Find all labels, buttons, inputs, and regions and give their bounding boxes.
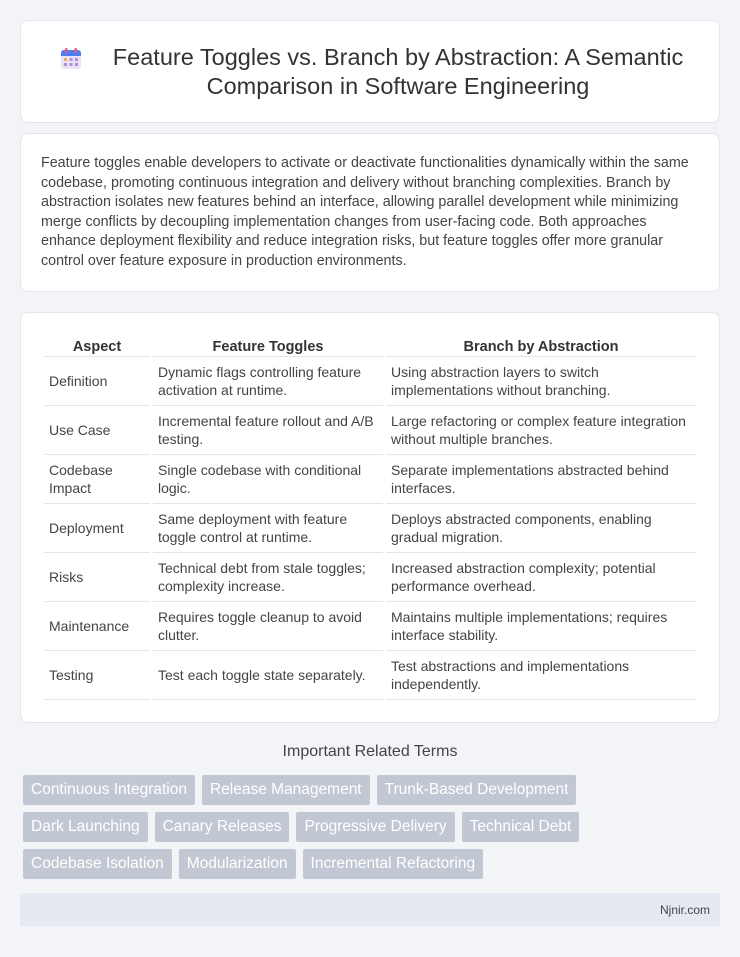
intro-card [20,133,720,292]
feature-toggles-cell: Single codebase with conditional logic. [153,455,383,504]
aspect-cell: Use Case [44,406,150,455]
aspect-cell: Risks [44,553,150,602]
feature-toggles-cell: Test each toggle state separately. [153,651,383,700]
branch-by-abstraction-cell: Separate implementations abstracted behind interfaces. [386,455,696,504]
feature-toggles-cell: Same deployment with feature toggle control at runtime. [153,504,383,553]
branch-by-abstraction-cell: Using abstraction layers to switch implementations without branching. [386,357,696,406]
tag-trunk-based-development[interactable]: Trunk-Based Development [377,775,577,805]
intro-paragraph: Feature toggles enable developers to activate or deactivate functionalities dynamically within the same codebase, promoting continuous integration and delivery without branching complexities. Branch by abstraction isolates new features behind an interface, allowing parallel development while minimizing merge conflicts by decoupling implementation changes from user-facing code. Both approaches enhance deployment flexibility and reduce integration risks, but feature toggles offer more granular control over feature exposure in production environments. [41,155,689,269]
table-row [44,651,696,700]
tag-technical-debt[interactable]: Technical Debt [462,812,580,842]
feature-toggles-cell: Technical debt from stale toggles; complexity increase. [153,553,383,602]
tag-continuous-integration[interactable]: Continuous Integration [23,775,195,805]
footer [20,893,720,926]
column-header-feature-toggles: Feature Toggles [153,333,383,357]
header-card [20,20,720,123]
aspect-cell: Deployment [44,504,150,553]
table-header-row [44,333,696,357]
feature-toggles-cell: Requires toggle cleanup to avoid clutter. [153,602,383,651]
branch-by-abstraction-cell: Deploys abstracted components, enabling gradual migration. [386,504,696,553]
tag-codebase-isolation[interactable]: Codebase Isolation [23,849,172,879]
aspect-cell: Definition [44,357,150,406]
table-row [44,406,696,455]
aspect-cell: Codebase Impact [44,455,150,504]
branch-by-abstraction-cell: Test abstractions and implementations independently. [386,651,696,700]
column-header-branch-by-abstraction: Branch by Abstraction [386,333,696,357]
tag-canary-releases[interactable]: Canary Releases [155,812,290,842]
footer-site-name[interactable]: Njnir.com [659,903,710,917]
aspect-cell: Maintenance [44,602,150,651]
branch-by-abstraction-cell: Maintains multiple implementations; requires interface stability. [386,602,696,651]
calendar-icon [59,47,83,71]
tag-modularization[interactable]: Modularization [179,849,296,879]
feature-toggles-cell: Dynamic flags controlling feature activation at runtime. [153,357,383,406]
related-terms-list [23,775,723,886]
table-row [44,455,696,504]
aspect-cell: Testing [44,651,150,700]
tag-row [23,812,723,842]
tag-row [23,849,723,879]
tag-dark-launching[interactable]: Dark Launching [23,812,148,842]
table-row [44,553,696,602]
table-row [44,357,696,406]
table-row [44,602,696,651]
table-row [44,504,696,553]
tag-progressive-delivery[interactable]: Progressive Delivery [296,812,454,842]
feature-toggles-cell: Incremental feature rollout and A/B testing. [153,406,383,455]
comparison-table [41,333,699,700]
tag-release-management[interactable]: Release Management [202,775,370,805]
column-header-aspect: Aspect [44,333,150,357]
related-terms-title: Important Related Terms [282,743,458,760]
page-title: Feature Toggles vs. Branch by Abstraction: A Semantic Comparison in Software Engineering [112,44,684,99]
comparison-table-card [20,312,720,723]
tag-incremental-refactoring[interactable]: Incremental Refactoring [303,849,484,879]
tag-row [23,775,723,805]
branch-by-abstraction-cell: Increased abstraction complexity; potential performance overhead. [386,553,696,602]
branch-by-abstraction-cell: Large refactoring or complex feature integration without multiple branches. [386,406,696,455]
